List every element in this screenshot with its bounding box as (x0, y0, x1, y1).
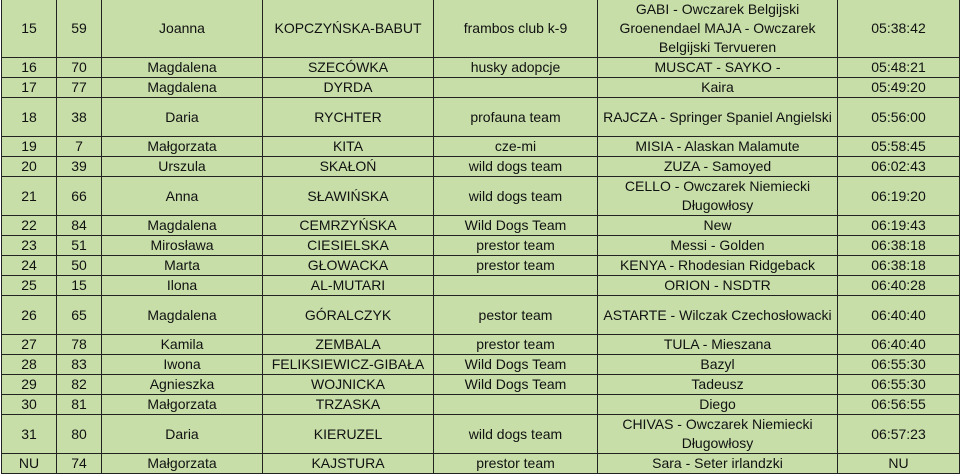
bib-number-cell: 66 (57, 177, 102, 216)
first-name-cell: Anna (102, 177, 263, 216)
first-name-cell: Agnieszka (102, 375, 263, 395)
bib-number-cell: 51 (57, 236, 102, 256)
bib-number-cell: 83 (57, 355, 102, 375)
place-cell: NU (2, 454, 57, 474)
last-name-cell: WOJNICKA (263, 375, 434, 395)
place-cell: 23 (2, 236, 57, 256)
dog-cell: Sara - Seter irlandzki (598, 454, 838, 474)
first-name-cell: Ilona (102, 276, 263, 296)
dog-cell: Diego (598, 395, 838, 415)
first-name-cell: Małgorzata (102, 395, 263, 415)
dog-cell: Messi - Golden (598, 236, 838, 256)
place-cell: 25 (2, 276, 57, 296)
last-name-cell: RYCHTER (263, 98, 434, 137)
dog-cell: ZUZA - Samoyed (598, 157, 838, 177)
team-cell: frambos club k-9 (434, 0, 598, 58)
table-row (2, 236, 960, 256)
time-cell: 05:48:21 (838, 58, 960, 78)
dog-cell: MUSCAT - SAYKO - (598, 58, 838, 78)
last-name-cell: CIESIELSKA (263, 236, 434, 256)
last-name-cell: SZECÓWKA (263, 58, 434, 78)
place-cell: 28 (2, 355, 57, 375)
bib-number-cell: 59 (57, 0, 102, 58)
first-name-cell: Małgorzata (102, 454, 263, 474)
last-name-cell: KITA (263, 137, 434, 157)
bib-number-cell: 84 (57, 216, 102, 236)
table-row (2, 78, 960, 98)
team-cell: Wild Dogs Team (434, 355, 598, 375)
table-row (2, 98, 960, 137)
first-name-cell: Daria (102, 415, 263, 454)
bib-number-cell: 74 (57, 454, 102, 474)
team-cell: profauna team (434, 98, 598, 137)
bib-number-cell: 7 (57, 137, 102, 157)
place-cell: 27 (2, 335, 57, 355)
team-cell: prestor team (434, 335, 598, 355)
dog-cell: ORION - NSDTR (598, 276, 838, 296)
time-cell: 06:40:28 (838, 276, 960, 296)
first-name-cell: Małgorzata (102, 137, 263, 157)
bib-number-cell: 78 (57, 335, 102, 355)
place-cell: 15 (2, 0, 57, 58)
time-cell: 06:02:43 (838, 157, 960, 177)
table-row (2, 58, 960, 78)
time-cell: 05:49:20 (838, 78, 960, 98)
first-name-cell: Magdalena (102, 78, 263, 98)
last-name-cell: SŁAWIŃSKA (263, 177, 434, 216)
dog-cell: MISIA - Alaskan Malamute (598, 137, 838, 157)
dog-cell: Bazyl (598, 355, 838, 375)
team-cell: wild dogs team (434, 177, 598, 216)
last-name-cell: FELIKSIEWICZ-GIBAŁA (263, 355, 434, 375)
time-cell: 06:19:43 (838, 216, 960, 236)
team-cell: Wild Dogs Team (434, 375, 598, 395)
last-name-cell: GÓRALCZYK (263, 296, 434, 335)
first-name-cell: Daria (102, 98, 263, 137)
dog-cell: TULA - Mieszana (598, 335, 838, 355)
team-cell (434, 395, 598, 415)
first-name-cell: Magdalena (102, 296, 263, 335)
table-row (2, 296, 960, 335)
first-name-cell: Joanna (102, 0, 263, 58)
dog-cell: CELLO - Owczarek Niemiecki Długowłosy (598, 177, 838, 216)
place-cell: 20 (2, 157, 57, 177)
last-name-cell: GŁOWACKA (263, 256, 434, 276)
place-cell: 31 (2, 415, 57, 454)
table-row (2, 177, 960, 216)
time-cell: 06:55:30 (838, 355, 960, 375)
dog-cell: Kaira (598, 78, 838, 98)
team-cell: prestor team (434, 236, 598, 256)
time-cell: 05:56:00 (838, 98, 960, 137)
time-cell: 06:40:40 (838, 335, 960, 355)
first-name-cell: Magdalena (102, 58, 263, 78)
team-cell: husky adopcje (434, 58, 598, 78)
time-cell: 05:38:42 (838, 0, 960, 58)
dog-cell: RAJCZA - Springer Spaniel Angielski (598, 98, 838, 137)
bib-number-cell: 15 (57, 276, 102, 296)
time-cell: 05:58:45 (838, 137, 960, 157)
table-row (2, 276, 960, 296)
place-cell: 29 (2, 375, 57, 395)
team-cell: prestor team (434, 454, 598, 474)
last-name-cell: TRZASKA (263, 395, 434, 415)
last-name-cell: KOPCZYŃSKA-BABUT (263, 0, 434, 58)
bib-number-cell: 70 (57, 58, 102, 78)
dog-cell: ASTARTE - Wilczak Czechosłowacki (598, 296, 838, 335)
bib-number-cell: 77 (57, 78, 102, 98)
place-cell: 26 (2, 296, 57, 335)
first-name-cell: Kamila (102, 335, 263, 355)
place-cell: 16 (2, 58, 57, 78)
place-cell: 18 (2, 98, 57, 137)
place-cell: 22 (2, 216, 57, 236)
team-cell: pestor team (434, 296, 598, 335)
dog-cell: GABI - Owczarek Belgijski Groenendael MAJA - Owczarek Belgijski Tervueren (598, 0, 838, 58)
last-name-cell: ZEMBALA (263, 335, 434, 355)
last-name-cell: KIERUZEL (263, 415, 434, 454)
last-name-cell: AL-MUTARI (263, 276, 434, 296)
last-name-cell: SKAŁOŃ (263, 157, 434, 177)
dog-cell: KENYA - Rhodesian Ridgeback (598, 256, 838, 276)
table-row (2, 157, 960, 177)
team-cell (434, 276, 598, 296)
team-cell: Wild Dogs Team (434, 216, 598, 236)
table-row (2, 0, 960, 58)
results-table (1, 0, 960, 474)
place-cell: 24 (2, 256, 57, 276)
table-row (2, 454, 960, 474)
bib-number-cell: 38 (57, 98, 102, 137)
first-name-cell: Mirosława (102, 236, 263, 256)
time-cell: NU (838, 454, 960, 474)
team-cell: wild dogs team (434, 415, 598, 454)
table-row (2, 415, 960, 454)
table-row (2, 256, 960, 276)
place-cell: 30 (2, 395, 57, 415)
time-cell: 06:19:20 (838, 177, 960, 216)
place-cell: 21 (2, 177, 57, 216)
bib-number-cell: 39 (57, 157, 102, 177)
bib-number-cell: 80 (57, 415, 102, 454)
last-name-cell: CEMRZYŃSKA (263, 216, 434, 236)
table-row (2, 335, 960, 355)
last-name-cell: KAJSTURA (263, 454, 434, 474)
table-row (2, 137, 960, 157)
team-cell: prestor team (434, 256, 598, 276)
first-name-cell: Urszula (102, 157, 263, 177)
team-cell: cze-mi (434, 137, 598, 157)
dog-cell: Tadeusz (598, 375, 838, 395)
first-name-cell: Iwona (102, 355, 263, 375)
team-cell: wild dogs team (434, 157, 598, 177)
bib-number-cell: 65 (57, 296, 102, 335)
place-cell: 19 (2, 137, 57, 157)
results-table-body (2, 0, 960, 474)
time-cell: 06:40:40 (838, 296, 960, 335)
dog-cell: CHIVAS - Owczarek Niemiecki Długowłosy (598, 415, 838, 454)
time-cell: 06:38:18 (838, 236, 960, 256)
first-name-cell: Marta (102, 256, 263, 276)
table-row (2, 375, 960, 395)
table-row (2, 395, 960, 415)
time-cell: 06:56:55 (838, 395, 960, 415)
table-row (2, 216, 960, 236)
time-cell: 06:55:30 (838, 375, 960, 395)
table-row (2, 355, 960, 375)
bib-number-cell: 50 (57, 256, 102, 276)
time-cell: 06:57:23 (838, 415, 960, 454)
place-cell: 17 (2, 78, 57, 98)
team-cell (434, 78, 598, 98)
last-name-cell: DYRDA (263, 78, 434, 98)
dog-cell: New (598, 216, 838, 236)
bib-number-cell: 81 (57, 395, 102, 415)
time-cell: 06:38:18 (838, 256, 960, 276)
first-name-cell: Magdalena (102, 216, 263, 236)
bib-number-cell: 82 (57, 375, 102, 395)
